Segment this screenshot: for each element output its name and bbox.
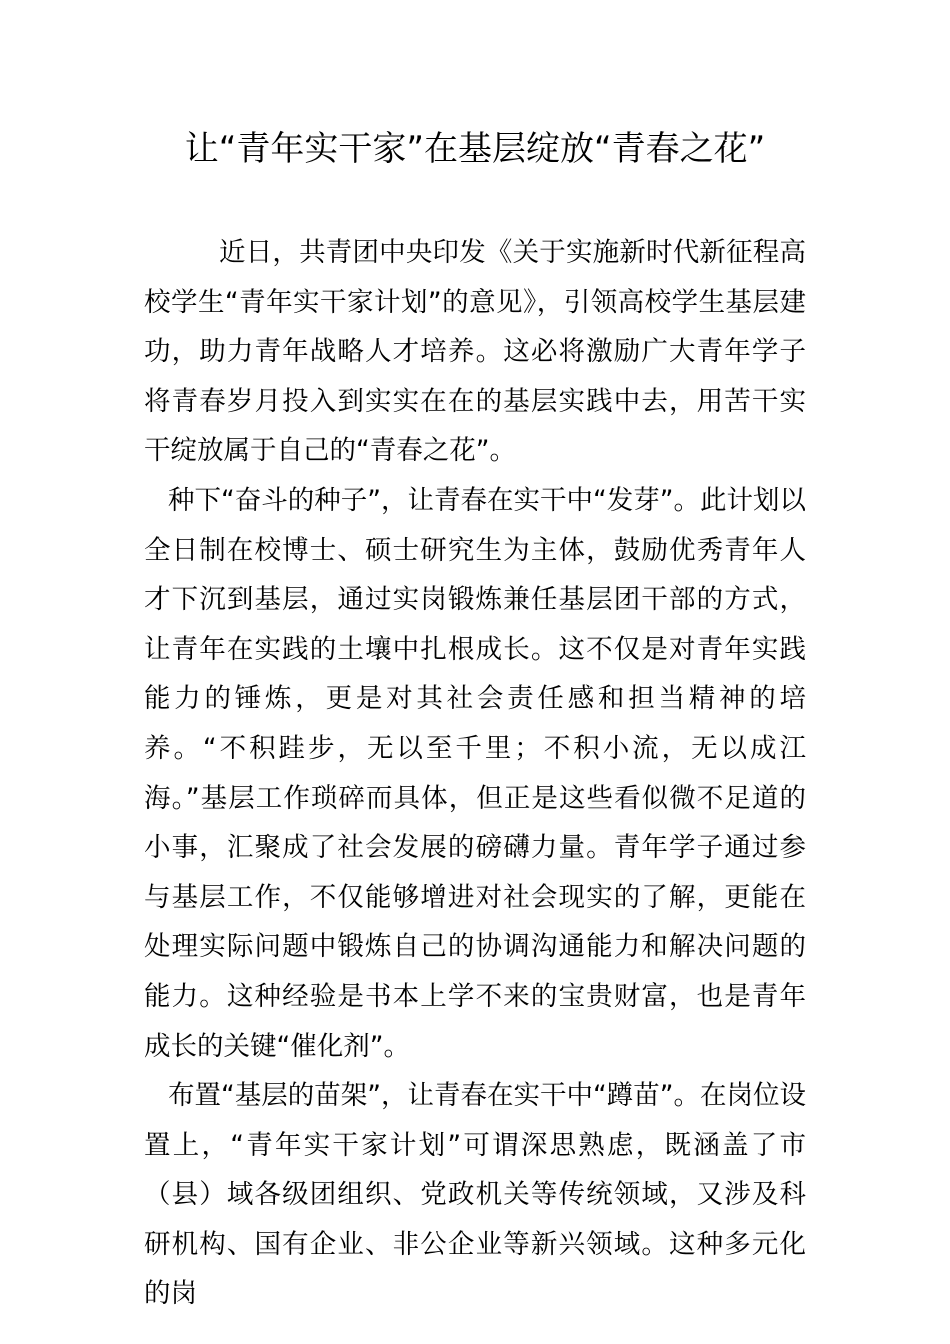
article-body	[144, 228, 806, 1319]
paragraph-trellis: 布置“基层的苗架”，让青春在实干中“蹲苗”。在岗位设置上，“青年实干家计划”可谓深思熟虑，既涵盖了市（县）域各级团组织、党政机关等传统领域，又涉及科研机构、国有企业、非公企业等新兴领域。这种多元化的岗	[144, 1080, 806, 1310]
paragraph-intro: 近日，共青团中央印发《关于实施新时代新征程高校学生“青年实干家计划”的意见》，引领高校学生基层建功，助力青年战略人才培养。这必将激励广大青年学子将青春岁月投入到实实在在的基层实践中去，用苦干实干绽放属于自己的“青春之花”。	[144, 237, 806, 467]
paragraph-seed: 种下“奋斗的种子”，让青春在实干中“发芽”。此计划以全日制在校博士、硕士研究生为主体，鼓励优秀青年人才下沉到基层，通过实岗锻炼兼任基层团干部的方式，让青年在实践的土壤中扎根成长。这不仅是对青年实践能力的锤炼，更是对其社会责任感和担当精神的培养。“不积跬步，无以至千里；不积小流，无以成江海。”基层工作琐碎而具体，但正是这些看似微不足道的小事，汇聚成了社会发展的磅礴力量。青年学子通过参与基层工作，不仅能够增进对社会现实的了解，更能在处理实际问题中锻炼自己的协调沟通能力和解决问题的能力。这种经验是书本上学不来的宝贵财富，也是青年成长的关键“催化剂”。	[144, 484, 806, 1062]
article-title: 让“青年实干家”在基层绽放“青春之花”	[184, 129, 766, 169]
